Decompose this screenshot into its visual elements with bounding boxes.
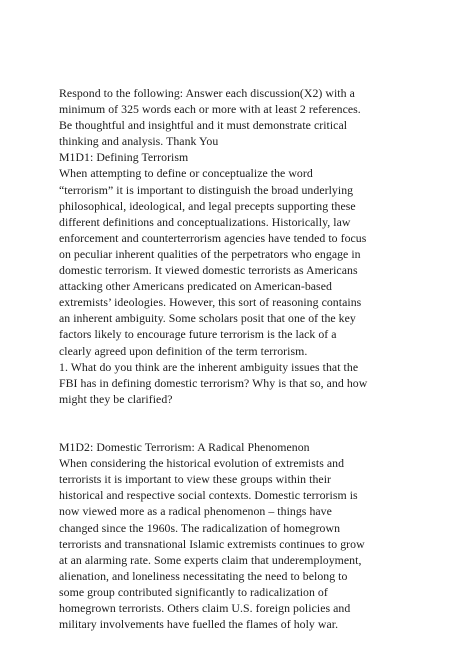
- text-line: terrorists it is important to view these groups within their: [59, 472, 331, 487]
- text-line: some group contributed significantly to radicalization of: [59, 584, 328, 599]
- text-line: different definitions and conceptualizations. Historically, law: [59, 214, 351, 229]
- text-line: domestic terrorism. It viewed domestic terrorists as Americans: [59, 263, 358, 278]
- text-line: attacking other Americans predicated on American-based: [59, 279, 332, 294]
- text-line: on peculiar inherent qualities of the perpetrators who engage in: [59, 246, 361, 261]
- text-line: FBI has in defining domestic terrorism? Why is that so, and how: [59, 375, 368, 390]
- text-line: alienation, and loneliness necessitating the need to belong to: [59, 568, 348, 583]
- text-line: might they be clarified?: [59, 391, 173, 406]
- text-line: extremists’ ideologies. However, this sort of reasoning contains: [59, 295, 362, 310]
- text-line: thinking and analysis. Thank You: [59, 134, 219, 149]
- text-line: historical and respective social contexts. Domestic terrorism is: [59, 488, 358, 503]
- text-line: “terrorism” it is important to distinguish the broad underlying: [59, 182, 354, 197]
- instructions-paragraph: [59, 85, 421, 149]
- text-line: at an alarming rate. Some experts claim that underemployment,: [59, 552, 362, 567]
- section-m1d1: [59, 149, 421, 407]
- text-line: enforcement and counterterrorism agencies have tended to focus: [59, 230, 367, 245]
- section-heading: M1D1: Defining Terrorism: [59, 150, 189, 165]
- text-line: military involvements have fuelled the flames of holy war.: [59, 617, 339, 632]
- section-spacer: [59, 407, 421, 439]
- text-line: an inherent ambiguity. Some scholars posit that one of the key: [59, 311, 356, 326]
- text-line: clearly agreed upon definition of the term terrorism.: [59, 343, 308, 358]
- document-content: [59, 85, 421, 632]
- text-line: changed since the 1960s. The radicalization of homegrown: [59, 520, 341, 535]
- section-heading: M1D2: Domestic Terrorism: A Radical Phenomenon: [59, 440, 310, 455]
- text-line: Be thoughtful and insightful and it must demonstrate critical: [59, 118, 348, 133]
- section-body: [59, 165, 421, 358]
- text-line: When considering the historical evolution of extremists and: [59, 456, 345, 471]
- section-m1d2: [59, 439, 421, 632]
- text-line: now viewed more as a radical phenomenon – things have: [59, 504, 332, 519]
- section-body: [59, 455, 421, 632]
- text-line: factors likely to encourage future terrorism is the lack of a: [59, 327, 337, 342]
- text-line: minimum of 325 words each or more with at least 2 references.: [59, 102, 361, 117]
- text-line: terrorists and transnational Islamic extremists continues to grow: [59, 536, 365, 551]
- discussion-question: [59, 359, 421, 407]
- text-line: Respond to the following: Answer each discussion(X2) with a: [59, 86, 355, 100]
- text-line: philosophical, ideological, and legal precepts supporting these: [59, 198, 356, 213]
- text-line: When attempting to define or conceptualize the word: [59, 166, 313, 181]
- text-line: homegrown terrorists. Others claim U.S. foreign policies and: [59, 601, 351, 615]
- text-line: 1. What do you think are the inherent ambiguity issues that the: [59, 359, 359, 374]
